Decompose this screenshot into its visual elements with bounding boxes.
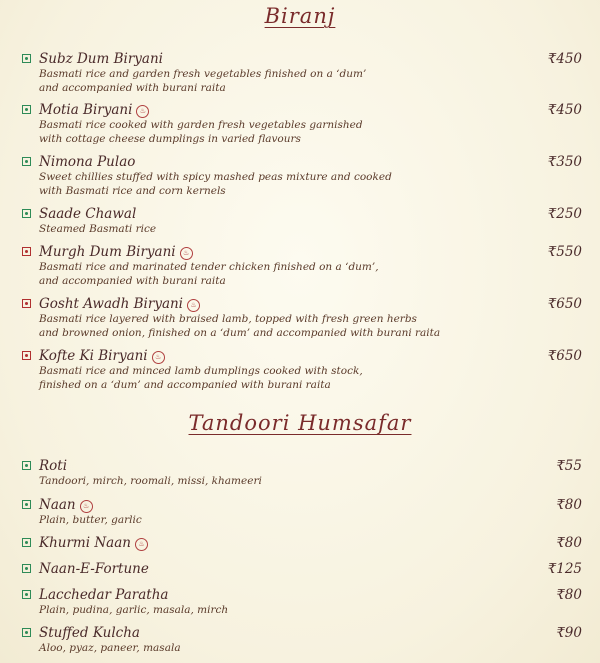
item-name [39,51,163,67]
item-description: Aloo, pyaz, paneer, masala [39,642,181,654]
item-price: ₹80 [556,535,582,551]
veg-symbol-icon [22,590,31,599]
item-price: ₹550 [547,244,582,260]
item-name [39,244,193,260]
item-price: ₹450 [547,51,582,67]
item-name-text: Saade Chawal [39,206,137,222]
item-description: Basmati rice and minced lamb dumplings cooked with stock, finished on a ‘dum’ and accompanied with burani raita [39,365,363,391]
item-name-text: Naan [39,497,76,513]
veg-symbol-icon [22,628,31,637]
item-description: Basmati rice cooked with garden fresh vegetables garnished with cottage cheese dumplings in varied flavours [39,119,363,145]
veg-symbol-icon [22,54,31,63]
veg-symbol-icon [22,500,31,509]
item-name [39,296,200,312]
item-price: ₹125 [547,561,582,577]
veg-symbol-icon [22,538,31,547]
item-name-text: Naan-E-Fortune [39,561,149,577]
item-name-text: Khurmi Naan [39,535,131,551]
item-name [39,561,149,577]
section-title-biranj: Biranj [264,4,336,28]
nonveg-symbol-icon [22,351,31,360]
veg-symbol-icon [22,564,31,573]
chef-special-icon: ♨ [135,538,148,551]
item-price: ₹80 [556,497,582,513]
chef-special-icon: ♨ [180,247,193,260]
veg-symbol-icon [22,209,31,218]
item-name [39,348,165,364]
item-name [39,458,67,474]
item-name [39,102,149,118]
veg-symbol-icon [22,105,31,114]
item-price: ₹80 [556,587,582,603]
nonveg-symbol-icon [22,247,31,256]
chef-special-icon: ♨ [80,500,93,513]
item-description: Plain, butter, garlic [39,514,142,526]
item-name [39,497,93,513]
item-price: ₹90 [556,625,582,641]
item-description: Sweet chillies stuffed with spicy mashed peas mixture and cooked with Basmati rice and corn kernels [39,171,392,197]
item-price: ₹450 [547,102,582,118]
item-description: Tandoori, mirch, roomali, missi, khameeri [39,475,262,487]
chef-special-icon: ♨ [136,105,149,118]
chef-special-icon: ♨ [152,351,165,364]
veg-symbol-icon [22,157,31,166]
chef-special-icon: ♨ [187,299,200,312]
item-name [39,154,135,170]
item-price: ₹350 [547,154,582,170]
item-name-text: Murgh Dum Biryani [39,244,176,260]
item-name-text: Nimona Pulao [39,154,136,170]
item-price: ₹650 [547,296,582,312]
item-name-text: Motia Biryani [39,102,133,118]
item-name [39,535,148,551]
item-name-text: Kofte Ki Biryani [39,348,148,364]
item-price: ₹250 [547,206,582,222]
item-name [39,206,136,222]
item-price: ₹55 [556,458,582,474]
item-description: Plain, pudina, garlic, masala, mirch [39,604,229,616]
item-name-text: Lacchedar Paratha [39,587,169,603]
section-title-tandoori-humsafar: Tandoori Humsafar [188,411,412,435]
veg-symbol-icon [22,461,31,470]
nonveg-symbol-icon [22,299,31,308]
item-name-text: Roti [39,458,68,474]
item-description: Basmati rice layered with braised lamb, topped with fresh green herbs and browned onion, finished on a ‘dum’ and accompanied with burani raita [39,313,441,339]
item-name [39,625,140,641]
item-name-text: Stuffed Kulcha [39,625,140,641]
item-description: Steamed Basmati rice [39,223,157,235]
item-name-text: Subz Dum Biryani [39,51,163,67]
item-name [39,587,168,603]
item-name-text: Gosht Awadh Biryani [39,296,184,312]
item-description: Basmati rice and garden fresh vegetables finished on a ‘dum’ and accompanied with burani raita [39,68,367,94]
item-price: ₹650 [547,348,582,364]
item-description: Basmati rice and marinated tender chicken finished on a ‘dum’, and accompanied with burani raita [39,261,379,287]
